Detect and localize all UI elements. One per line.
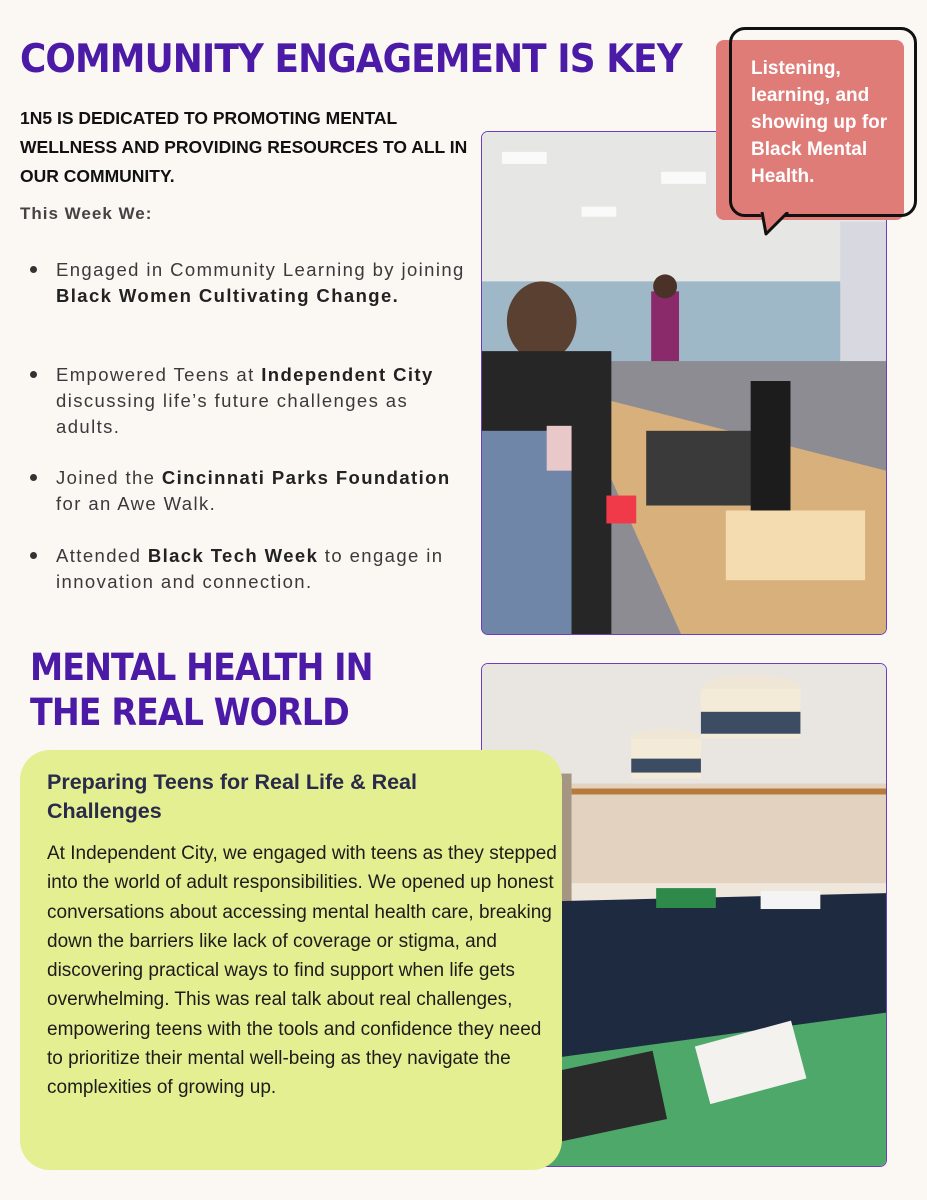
page-title-community-engagement: COMMUNITY ENGAGEMENT IS KEY [20, 37, 682, 82]
activities-list [30, 257, 475, 595]
list-item: Attended Black Tech Week to engage in innovation and connection. [30, 543, 475, 595]
section-title-mental-health: MENTAL HEALTH IN THE REAL WORLD [30, 646, 373, 734]
this-week-label: This Week We: [20, 204, 153, 223]
card-title: Preparing Teens for Real Life & Real Challenges [47, 770, 417, 823]
list-item: Engaged in Community Learning by joining Black Women Cultivating Change. [30, 257, 475, 362]
bullet-icon [30, 266, 37, 273]
speech-bubble-text: Listening, learning, and showing up for Black Mental Health. [751, 58, 888, 187]
bullet-icon [30, 371, 37, 378]
bullet-icon [30, 552, 37, 559]
speech-bubble-tail-icon [760, 212, 790, 236]
list-item: Joined the Cincinnati Parks Foundation for an Awe Walk. [30, 465, 475, 543]
card-body: At Independent City, we engaged with teens as they stepped into the world of adult responsibilities. We opened up honest conversations about accessing mental health care, breaking down the barriers like lack of coverage or stigma, and discovering practical ways to find support when life gets overwhelming. This was real talk about real challenges, empowering teens with the tools and confidence they need to prioritize their mental well-being as they navigate the complexities of growing up. [47, 843, 557, 1099]
intro-statement: 1N5 IS DEDICATED TO PROMOTING MENTAL WELLNESS AND PROVIDING RESOURCES TO ALL IN OUR COMMUNITY. [20, 108, 468, 186]
list-item: Empowered Teens at Independent City discussing life’s future challenges as adults. [30, 362, 475, 465]
bullet-icon [30, 474, 37, 481]
